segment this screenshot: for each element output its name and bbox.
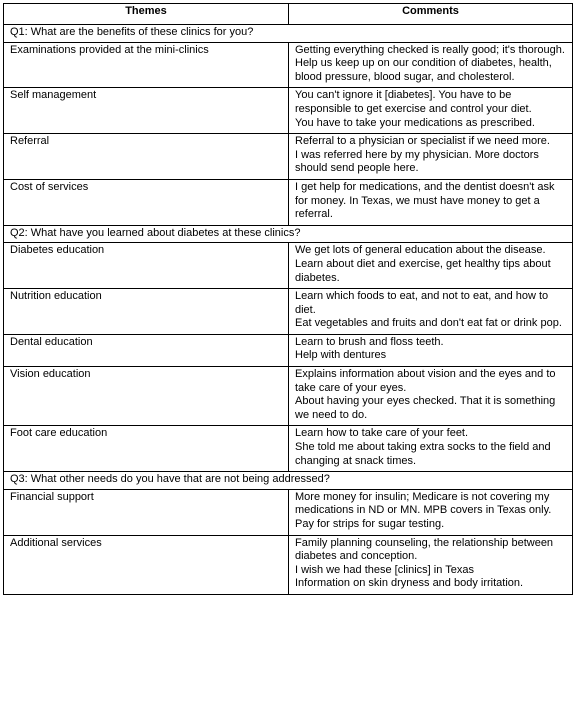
section-row bbox=[4, 25, 573, 43]
theme-row bbox=[4, 334, 573, 366]
comment-line: Eat vegetables and fruits and don't eat fat or drink pop. bbox=[295, 317, 562, 330]
theme-row bbox=[4, 243, 573, 289]
theme-cell: Examinations provided at the mini-clinics bbox=[4, 42, 289, 88]
section-question: Q3: What other needs do you have that are not being addressed? bbox=[4, 472, 573, 490]
comment-line: More money for insulin; Medicare is not covering my medications in ND or MN. MPB covers in Texas only. bbox=[295, 490, 552, 517]
comments-cell bbox=[289, 179, 573, 225]
section-row bbox=[4, 472, 573, 490]
comment-line: We get lots of general education about the disease. bbox=[295, 244, 546, 257]
comment-line: Referral to a physician or specialist if we need more. bbox=[295, 135, 550, 148]
themes-comments-document bbox=[3, 3, 572, 595]
comment-line: You have to take your medications as prescribed. bbox=[295, 116, 535, 129]
table-body bbox=[4, 25, 573, 595]
comments-cell bbox=[289, 367, 573, 426]
comment-line: Help with dentures bbox=[295, 349, 387, 362]
theme-cell: Vision education bbox=[4, 367, 289, 426]
theme-row bbox=[4, 88, 573, 134]
comment-line: Information on skin dryness and body irritation. bbox=[295, 577, 524, 590]
comment-line: Learn about diet and exercise, get healthy tips about diabetes. bbox=[295, 257, 551, 284]
section-row bbox=[4, 225, 573, 243]
comment-line: Explains information about vision and the eyes and to take care of your eyes. bbox=[295, 368, 556, 394]
header-row bbox=[4, 4, 573, 25]
comments-cell bbox=[289, 289, 573, 335]
comments-cell bbox=[289, 42, 573, 88]
section-question: Q2: What have you learned about diabetes at these clinics? bbox=[4, 225, 573, 243]
theme-row bbox=[4, 179, 573, 225]
theme-cell: Foot care education bbox=[4, 426, 289, 472]
theme-row bbox=[4, 289, 573, 335]
theme-row bbox=[4, 426, 573, 472]
theme-row bbox=[4, 367, 573, 426]
comment-line: Learn how to take care of your feet. bbox=[295, 427, 469, 440]
comment-line: About having your eyes checked. That it is something we need to do. bbox=[295, 395, 556, 421]
theme-cell: Diabetes education bbox=[4, 243, 289, 289]
theme-cell: Cost of services bbox=[4, 179, 289, 225]
theme-row bbox=[4, 489, 573, 535]
theme-cell: Additional services bbox=[4, 535, 289, 594]
theme-cell: Referral bbox=[4, 134, 289, 180]
comments-cell bbox=[289, 134, 573, 180]
theme-cell: Self management bbox=[4, 88, 289, 134]
theme-cell: Dental education bbox=[4, 334, 289, 366]
comment-line: I get help for medications, and the dentist doesn't ask for money. In Texas, we must have money to get a referral. bbox=[295, 180, 555, 221]
themes-comments-table bbox=[3, 3, 573, 595]
comments-cell bbox=[289, 334, 573, 366]
comments-cell bbox=[289, 88, 573, 134]
comment-line: I wish we had these [clinics] in Texas bbox=[295, 563, 474, 576]
section-question: Q1: What are the benefits of these clinics for you? bbox=[4, 25, 573, 43]
comment-line: I was referred here by my physician. More doctors should send people here. bbox=[295, 148, 539, 175]
comment-line: Learn to brush and floss teeth. bbox=[295, 335, 444, 348]
theme-row bbox=[4, 42, 573, 88]
comment-line: You can't ignore it [diabetes]. You have to be responsible to get exercise and control your diet. bbox=[295, 89, 532, 115]
comments-cell bbox=[289, 243, 573, 289]
comment-line: She told me about taking extra socks to the field and changing at snack times. bbox=[295, 441, 551, 467]
comment-line: Learn which foods to eat, and not to eat, and how to diet. bbox=[295, 290, 549, 316]
comments-cell bbox=[289, 426, 573, 472]
comment-line: Getting everything checked is really good; it's thorough. bbox=[295, 43, 565, 56]
theme-cell: Financial support bbox=[4, 489, 289, 535]
comments-cell bbox=[289, 489, 573, 535]
themes-header: Themes bbox=[4, 4, 289, 25]
comments-header: Comments bbox=[289, 4, 573, 25]
theme-cell: Nutrition education bbox=[4, 289, 289, 335]
comment-line: Pay for strips for sugar testing. bbox=[295, 518, 445, 530]
comments-cell bbox=[289, 535, 573, 594]
theme-row bbox=[4, 134, 573, 180]
theme-row bbox=[4, 535, 573, 594]
comment-line: Family planning counseling, the relationship between diabetes and conception. bbox=[295, 536, 554, 563]
comment-line: Help us keep up on our condition of diabetes, health, blood pressure, blood sugar, and cholesterol. bbox=[295, 57, 552, 83]
